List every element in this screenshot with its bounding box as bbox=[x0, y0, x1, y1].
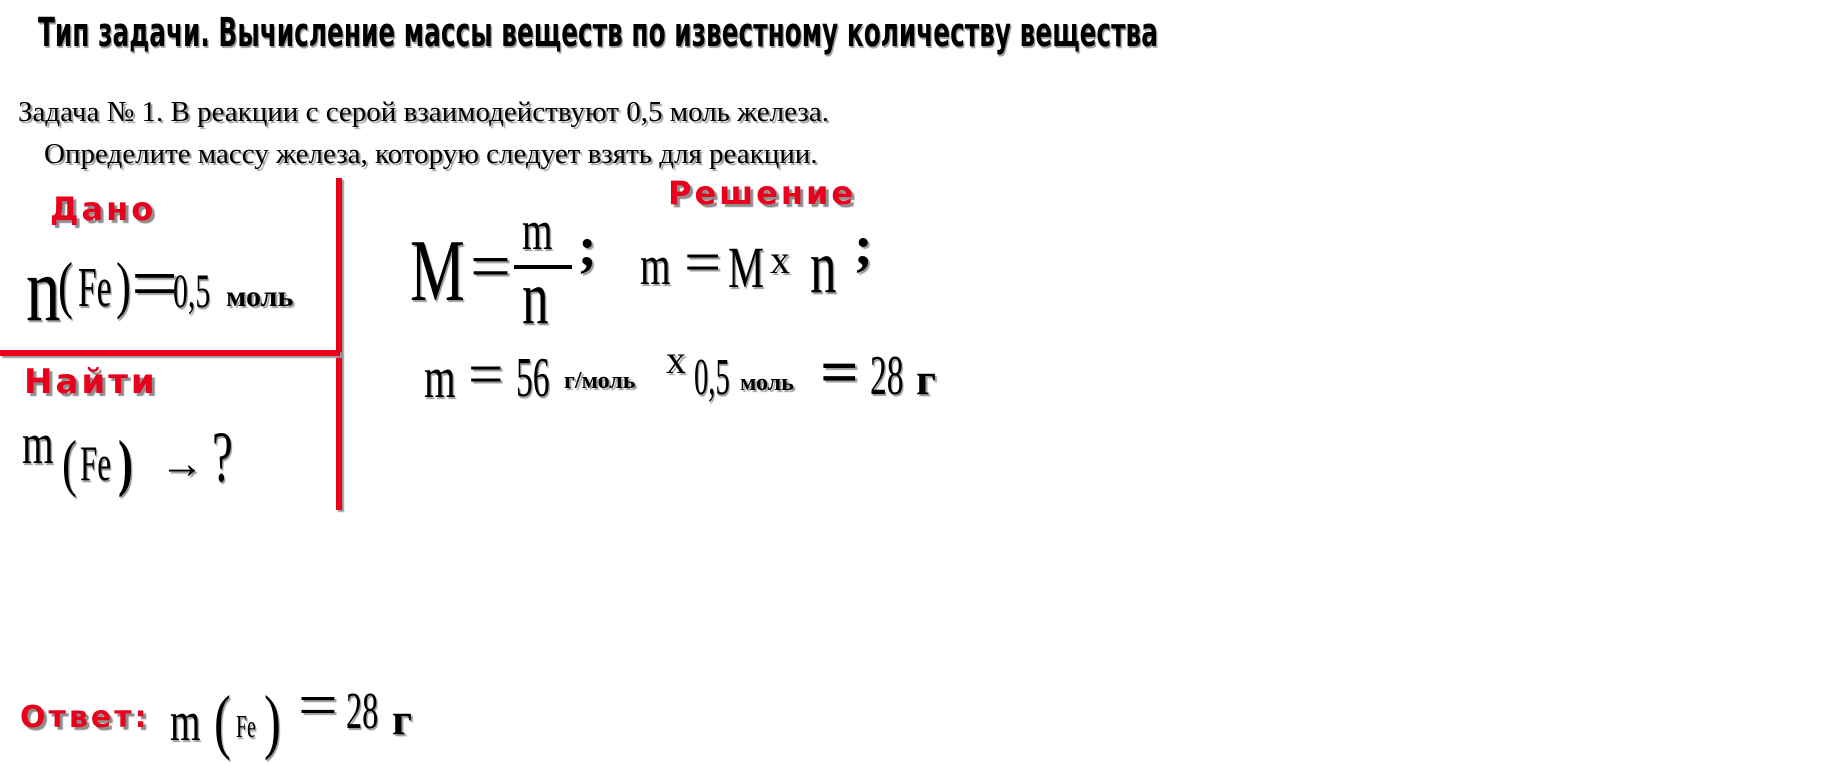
horizontal-divider bbox=[0, 350, 340, 356]
given-eq: = bbox=[131, 242, 179, 326]
formula1-semicolon: ; bbox=[578, 216, 597, 278]
find-fe: Fe bbox=[80, 435, 111, 491]
given-unit: моль bbox=[226, 280, 294, 313]
formula1-numerator: m bbox=[522, 200, 553, 262]
calc-eq2: = bbox=[820, 339, 859, 407]
formula2-m: m bbox=[640, 235, 671, 297]
find-question: ? bbox=[212, 417, 233, 497]
given-n: n bbox=[26, 238, 61, 340]
calc-eq: = bbox=[468, 341, 504, 407]
vertical-divider bbox=[336, 178, 342, 510]
calc-times: x bbox=[666, 337, 686, 382]
answer-formula bbox=[170, 669, 440, 762]
find-heading: Найти bbox=[24, 362, 158, 402]
problem-line-1: Задача № 1. В реакции с серой взаимодействуют 0,5 моль железа. bbox=[18, 96, 829, 128]
formula-mass bbox=[640, 215, 890, 309]
problem-line-2: Определите массу железа, которую следует взять для реакции. bbox=[44, 138, 818, 170]
find-arrow: → bbox=[160, 439, 204, 488]
find-m: m bbox=[22, 411, 54, 476]
formula2-semicolon: ; bbox=[854, 215, 873, 277]
formula1-M: M bbox=[410, 223, 465, 320]
find-lparen: ( bbox=[62, 427, 77, 498]
answer-label: Ответ: bbox=[20, 700, 150, 735]
find-rparen: ) bbox=[118, 427, 133, 498]
calc-value-0-5: 0,5 bbox=[694, 349, 730, 406]
formula2-M: M bbox=[728, 235, 765, 300]
calc-unit-g: г bbox=[916, 355, 936, 404]
given-lparen: ( bbox=[58, 249, 73, 320]
calc-unit-mol: моль bbox=[740, 370, 794, 396]
answer-fe: Fe bbox=[236, 708, 256, 744]
answer-m: m bbox=[170, 691, 201, 753]
formula2-times: x bbox=[770, 237, 790, 282]
answer-lparen: ( bbox=[214, 681, 231, 761]
calc-result-28: 28 bbox=[870, 345, 904, 407]
slide-title-text: Тип задачи. Вычисление массы веществ по известному количеству вещества bbox=[38, 10, 1158, 56]
formula2-n: n bbox=[810, 225, 837, 309]
given-fe: Fe bbox=[78, 257, 112, 319]
slide-title bbox=[38, 10, 1844, 56]
formula1-denominator: n bbox=[522, 256, 549, 340]
formula1-eq: = bbox=[470, 230, 511, 303]
given-heading: Дано bbox=[50, 190, 157, 228]
given-rparen: ) bbox=[116, 249, 131, 320]
answer-value: 28 bbox=[346, 683, 379, 740]
solution-heading: Решение bbox=[668, 174, 857, 212]
formula2-eq: = bbox=[684, 229, 722, 295]
answer-rparen: ) bbox=[264, 681, 281, 761]
answer-unit: г bbox=[392, 695, 412, 744]
formula-molar-mass bbox=[410, 200, 610, 340]
calc-value-56: 56 bbox=[516, 347, 550, 409]
given-value: 0,5 bbox=[173, 265, 211, 318]
calc-m: m bbox=[424, 345, 456, 410]
answer-eq: = bbox=[298, 669, 338, 740]
calculation bbox=[424, 337, 964, 420]
calc-unit-g-mol: г/моль bbox=[564, 368, 636, 394]
